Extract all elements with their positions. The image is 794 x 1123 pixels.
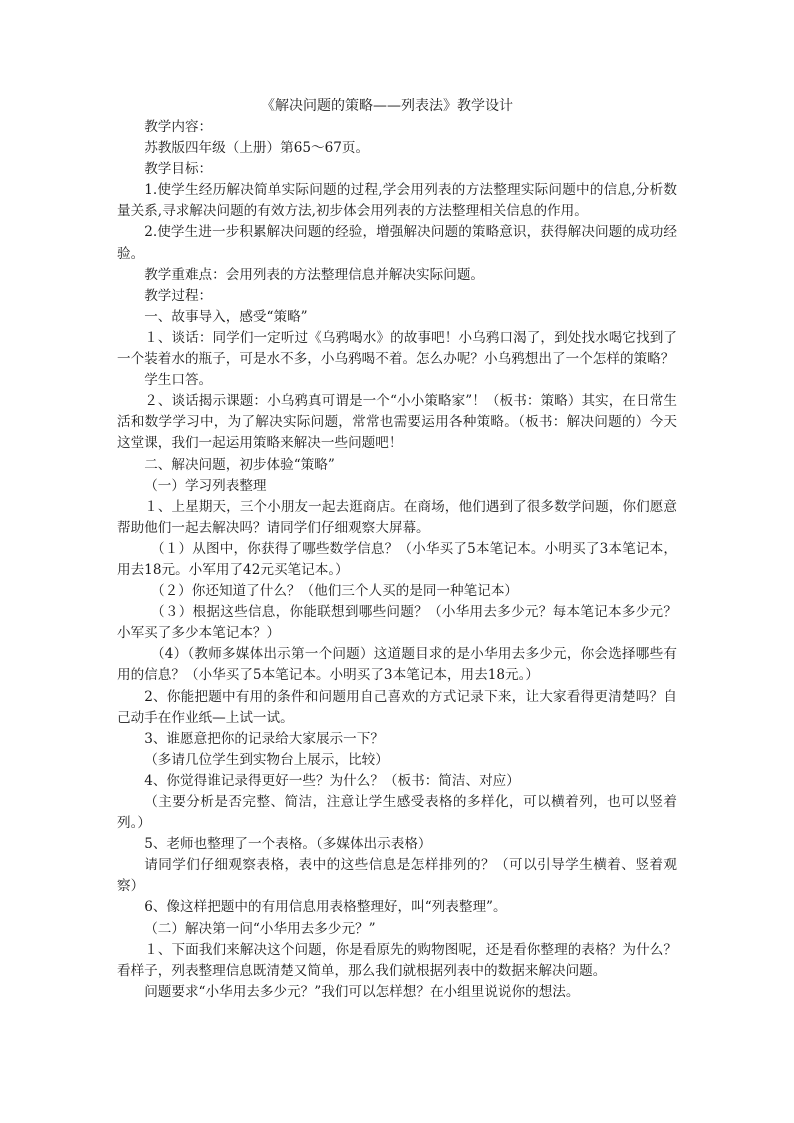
paragraph: 教学内容： [144, 119, 213, 135]
paragraph: （１）从图中，你获得了哪些数学信息？（小华买了5本笔记本。小明买了3本笔记本，用去18元。小军用了42元买笔记本。） [117, 540, 677, 578]
paragraph: （4）（教师多媒体出示第一个问题）这道题目求的是小华用去多少元，你会选择哪些有用的信息？（小华买了5本笔记本。小明买了3本笔记本，用去18元。） [117, 646, 677, 684]
paragraph: 教学重难点：会用列表的方法整理信息并解决实际问题。 [144, 266, 485, 283]
paragraph: （主要分析是否完整、简洁，注意让学生感受表格的多样化，可以横着列，也可以竖着列。） [117, 794, 677, 832]
paragraph: 教学目标： [144, 161, 213, 178]
paragraph: １、谈话：同学们一定听过《乌鸦喝水》的故事吧！小乌鸦口渴了，到处找水喝它找到了一个装着水的瓶子，可是水不多，小乌鸦喝不着。怎么办呢？小乌鸦想出了一个怎样的策略？ [117, 329, 677, 368]
paragraph: １、上星期天，三个小朋友一起去逛商店。在商场，他们遇到了很多数学问题，你们愿意帮助他们一起去解决吗？请同学们仔细观察大屏幕。 [117, 498, 677, 536]
document-page [117, 95, 677, 1003]
paragraph: 6、像这样把题中的有用信息用表格整理好，叫“列表整理”。 [144, 899, 507, 916]
paragraph: 学生口答。 [144, 372, 213, 389]
paragraph: 问题要求“小华用去多少元？”我们可以怎样想？在小组里说说你的想法。 [144, 983, 580, 1000]
paragraph: 3、谁愿意把你的记录给大家展示一下？ [144, 730, 384, 747]
paragraph: 5、老师也整理了一个表格。（多媒体出示表格） [144, 836, 432, 853]
paragraph: 1.使学生经历解决简单实际问题的过程,学会用列表的方法整理实际问题中的信息,分析数量关系,寻求解决问题的有效方法,初步体会用列表的方法整理相关信息的作用。 [117, 182, 677, 220]
paragraph: 4、你觉得谁记录得更好一些？为什么？（板书：简洁、对应） [144, 772, 520, 789]
document-body [117, 117, 677, 1003]
paragraph: 教学过程： [144, 287, 213, 304]
paragraph: （一）学习列表整理 [144, 477, 267, 494]
paragraph: 二、解决问题，初步体验“策略” [144, 456, 335, 473]
paragraph: 苏教版四年级（上册）第65～67页。 [144, 140, 370, 157]
paragraph: （二）解决第一问“小华用去多少元？” [144, 920, 376, 937]
paragraph: 2、你能把题中有用的条件和问题用自己喜欢的方式记录下来，让大家看得更清楚吗？自己动手在作业纸—上试一试。 [117, 688, 677, 726]
paragraph: 一、故事导入，感受“策略” [144, 308, 308, 325]
paragraph: ２、谈话揭示课题：小乌鸦真可谓是一个“小小策略家”！（板书：策略）其实，在日常生活和数学学习中，为了解决实际问题，常常也需要运用各种策略。（板书：解决问题的）今天这堂课，我们一起运用策略来解决一些问题吧！ [117, 393, 677, 452]
paragraph: 2.使学生进一步积累解决问题的经验，增强解决问题的策略意识，获得解决问题的成功经验。 [117, 224, 677, 262]
paragraph: （多请几位学生到实物台上展示，比较） [144, 751, 389, 768]
paragraph: １、下面我们来解决这个问题，你是看原先的购物图呢，还是看你整理的表格？为什么？看样子，列表整理信息既清楚又简单，那么我们就根据列表中的数据来解决问题。 [117, 941, 677, 979]
paragraph: （３）根据这些信息，你能联想到哪些问题？（小华用去多少元？每本笔记本多少元？小军买了多少本笔记本？） [117, 604, 677, 642]
document-title: 《解决问题的策略——列表法》教学设计 [261, 98, 513, 114]
paragraph: 请同学们仔细观察表格，表中的这些信息是怎样排列的？（可以引导学生横着、竖着观察） [117, 857, 677, 895]
paragraph: （２）你还知道了什么？（他们三个人买的是同一种笔记本） [151, 583, 519, 600]
